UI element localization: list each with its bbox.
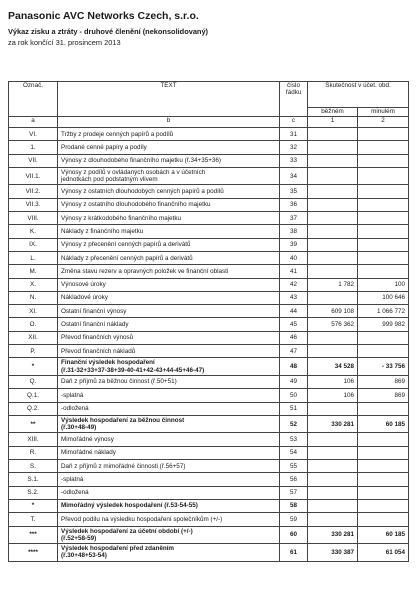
- value-previous: [358, 402, 409, 415]
- row-text: Náklady z přecenění cenných papírů a derivátů: [61, 254, 193, 262]
- row-text: Mimořádné náklady: [61, 449, 116, 457]
- row-text: Výnosy z přecenění cenných papírů a derivátů: [61, 241, 191, 249]
- row-text-cell: [58, 486, 280, 499]
- value-previous: [358, 185, 409, 198]
- row-text: Mimořádné výnosy: [61, 435, 114, 443]
- row-number: 51: [280, 402, 308, 415]
- row-number: 44: [280, 305, 308, 318]
- value-current: [308, 513, 358, 526]
- table-row: [9, 446, 409, 459]
- row-mark: *: [9, 358, 58, 376]
- row-text: Převod finančních výnosů: [61, 334, 134, 342]
- row-text-cell: [58, 544, 280, 562]
- row-text: Výnosy z dlouhodobého finančního majetku (ř.34+35+36): [61, 157, 221, 165]
- table-row: [9, 291, 409, 304]
- value-current: [308, 473, 358, 486]
- table-row: [9, 251, 409, 264]
- value-current: 576 362: [308, 318, 358, 331]
- row-text-cell: [58, 212, 280, 225]
- row-mark: ****: [9, 544, 58, 562]
- value-previous: [358, 473, 409, 486]
- row-mark: O.: [9, 318, 58, 331]
- row-text-cell: [58, 402, 280, 415]
- value-previous: [358, 486, 409, 499]
- row-mark: XI.: [9, 305, 58, 318]
- row-text: Prodané cenné papíry a podíly: [61, 143, 147, 151]
- value-current: [308, 154, 358, 167]
- row-text-cell: [58, 278, 280, 291]
- row-mark: VII.: [9, 154, 58, 167]
- table-row: [9, 460, 409, 473]
- row-text: -splatná: [61, 475, 84, 483]
- table-row: [9, 513, 409, 526]
- row-number: 41: [280, 265, 308, 278]
- row-text: Mimořádný výsledek hospodaření (ř.53-54-55): [61, 502, 198, 510]
- row-text: Převod podílu na výsledku hospodaření společníkům (+/-): [61, 515, 223, 523]
- row-text: Převod finančních nákladů: [61, 347, 136, 355]
- value-current: 34 528: [308, 358, 358, 376]
- row-text: Výnosy z krátkodobého finančního majetku: [61, 214, 182, 222]
- letter-1: 1: [308, 117, 358, 128]
- row-text: Výnosové úroky: [61, 281, 106, 289]
- value-previous: - 33 756: [358, 358, 409, 376]
- table-row: [9, 358, 409, 376]
- row-mark: VII.1.: [9, 167, 58, 185]
- row-number: 38: [280, 225, 308, 238]
- row-text-line2: (ř.30+48-49): [61, 424, 97, 432]
- row-text-cell: [58, 238, 280, 251]
- table-row: [9, 473, 409, 486]
- row-number: 57: [280, 486, 308, 499]
- row-mark: S.2.: [9, 486, 58, 499]
- table-row: [9, 167, 409, 185]
- value-previous: [358, 225, 409, 238]
- row-mark: ***: [9, 526, 58, 544]
- row-number: 53: [280, 433, 308, 446]
- header-actual: Skutečnost v účet. obd.: [308, 82, 409, 108]
- row-text: -odložená: [61, 405, 89, 413]
- value-previous: 869: [358, 389, 409, 402]
- value-current: [308, 331, 358, 344]
- statement-title: Výkaz zisku a ztráty - druhové členění (nekonsolidovaný): [8, 27, 209, 36]
- table-row: [9, 486, 409, 499]
- row-number: 61: [280, 544, 308, 562]
- row-mark: M.: [9, 265, 58, 278]
- row-number: 32: [280, 141, 308, 154]
- row-text-cell: [58, 375, 280, 388]
- row-text: Finanční výsledek hospodaření: [61, 359, 155, 367]
- row-mark: VII.3.: [9, 198, 58, 211]
- row-text-cell: [58, 433, 280, 446]
- value-current: [308, 225, 358, 238]
- row-text: Výnosy z ostatního dlouhodobého finančního majetku: [61, 201, 211, 209]
- row-text-cell: [58, 331, 280, 344]
- row-mark: VIII.: [9, 212, 58, 225]
- table-row: [9, 225, 409, 238]
- row-text-cell: [58, 128, 280, 141]
- value-current: [308, 460, 358, 473]
- value-current: [308, 167, 358, 185]
- table-row: [9, 305, 409, 318]
- header-text: TEXT: [58, 82, 280, 117]
- value-current: [308, 291, 358, 304]
- value-current: 106: [308, 375, 358, 388]
- row-number: 46: [280, 331, 308, 344]
- letter-c: c: [280, 117, 308, 128]
- row-text-cell: [58, 185, 280, 198]
- row-text: -splatná: [61, 391, 84, 399]
- value-current: 106: [308, 389, 358, 402]
- row-text: Výsledek hospodaření za účetní období (+/-): [61, 527, 193, 535]
- value-current: 330 281: [308, 526, 358, 544]
- row-number: 37: [280, 212, 308, 225]
- row-number: 34: [280, 167, 308, 185]
- row-mark: S.: [9, 460, 58, 473]
- value-previous: 100: [358, 278, 409, 291]
- table-row: [9, 415, 409, 433]
- value-current: [308, 402, 358, 415]
- row-number: 58: [280, 499, 308, 512]
- row-number: 31: [280, 128, 308, 141]
- row-text-cell: [58, 265, 280, 278]
- row-number: 49: [280, 375, 308, 388]
- value-previous: [358, 128, 409, 141]
- row-text-cell: [58, 251, 280, 264]
- table-row: [9, 185, 409, 198]
- row-text: Ostatní finanční náklady: [61, 321, 129, 328]
- row-number: 45: [280, 318, 308, 331]
- row-text: Nákladové úroky: [61, 294, 108, 302]
- row-text-cell: [58, 198, 280, 211]
- table-row: [9, 499, 409, 512]
- header-previous: minulém: [358, 108, 409, 117]
- row-text-cell: [58, 167, 280, 185]
- value-previous: [358, 198, 409, 211]
- row-number: 47: [280, 345, 308, 358]
- row-text: Náklady z finančního majetku: [61, 227, 144, 235]
- company-name: Panasonic AVC Networks Czech, s.r.o.: [8, 10, 199, 22]
- row-number: 60: [280, 526, 308, 544]
- row-text-line2: jednotkách pod podstatným vlivem: [61, 176, 158, 184]
- table-row: [9, 544, 409, 562]
- letter-2: 2: [358, 117, 409, 128]
- row-mark: 1.: [9, 141, 58, 154]
- table-letter-row: [9, 117, 409, 128]
- row-mark: L.: [9, 251, 58, 264]
- income-statement-table: [8, 81, 409, 562]
- row-text-cell: [58, 499, 280, 512]
- value-previous: [358, 446, 409, 459]
- row-text: Výsledek hospodaření před zdaněním: [61, 545, 175, 553]
- value-previous: 100 646: [358, 291, 409, 304]
- letter-b: b: [58, 117, 280, 128]
- value-previous: 1 066 772: [358, 305, 409, 318]
- letter-a: a: [9, 117, 58, 128]
- value-current: [308, 265, 358, 278]
- value-current: 330 281: [308, 415, 358, 433]
- value-previous: [358, 141, 409, 154]
- row-text-cell: [58, 460, 280, 473]
- row-text: Výnosy z podílů v ovládaných osobách a v účetních: [61, 168, 206, 176]
- value-previous: [358, 251, 409, 264]
- table-row: [9, 141, 409, 154]
- row-number: 43: [280, 291, 308, 304]
- row-mark: XII.: [9, 331, 58, 344]
- table-row: [9, 345, 409, 358]
- value-previous: [358, 499, 409, 512]
- row-text-cell: [58, 446, 280, 459]
- row-text-line2: (ř.52+58-59): [61, 534, 97, 542]
- row-mark: Q.1.: [9, 389, 58, 402]
- row-text: Výsledek hospodaření za běžnou činnost: [61, 416, 185, 424]
- value-current: [308, 499, 358, 512]
- value-current: 609 108: [308, 305, 358, 318]
- row-text-cell: [58, 526, 280, 544]
- row-text-line2: (ř.30+48+53-54): [61, 552, 107, 560]
- row-mark: XIII.: [9, 433, 58, 446]
- value-current: [308, 486, 358, 499]
- row-text-cell: [58, 358, 280, 376]
- value-previous: [358, 345, 409, 358]
- row-mark: S.1.: [9, 473, 58, 486]
- row-text-cell: [58, 154, 280, 167]
- row-mark: Q.: [9, 375, 58, 388]
- table-row: [9, 331, 409, 344]
- value-current: [308, 251, 358, 264]
- header-current: běžném: [308, 108, 358, 117]
- row-text-cell: [58, 415, 280, 433]
- row-mark: X.: [9, 278, 58, 291]
- value-previous: [358, 212, 409, 225]
- value-previous: 61 054: [358, 544, 409, 562]
- value-previous: [358, 238, 409, 251]
- value-previous: [358, 460, 409, 473]
- table-row: [9, 433, 409, 446]
- row-text-cell: [58, 345, 280, 358]
- table-row: [9, 128, 409, 141]
- row-text: Změna stavu rezerv a opravných položek ve finanční oblasti: [61, 267, 229, 275]
- value-previous: 60 185: [358, 415, 409, 433]
- value-previous: 60 185: [358, 526, 409, 544]
- table-row: [9, 212, 409, 225]
- value-current: [308, 345, 358, 358]
- value-current: [308, 212, 358, 225]
- row-number: 55: [280, 460, 308, 473]
- row-text-cell: [58, 473, 280, 486]
- row-number: 59: [280, 513, 308, 526]
- table-row: [9, 318, 409, 331]
- row-mark: VII.2.: [9, 185, 58, 198]
- row-number: 35: [280, 185, 308, 198]
- row-text: Daň z příjmů za běžnou činnost (ř.50+51): [61, 378, 177, 386]
- row-number: 40: [280, 251, 308, 264]
- value-previous: 999 982: [358, 318, 409, 331]
- value-current: 1 782: [308, 278, 358, 291]
- row-text-cell: [58, 305, 280, 318]
- row-number: 36: [280, 198, 308, 211]
- row-text-cell: [58, 225, 280, 238]
- table-row: [9, 389, 409, 402]
- value-current: [308, 198, 358, 211]
- row-mark: **: [9, 415, 58, 433]
- row-number: 56: [280, 473, 308, 486]
- row-mark: *: [9, 499, 58, 512]
- table-row: [9, 154, 409, 167]
- value-current: 330 387: [308, 544, 358, 562]
- table-row: [9, 402, 409, 415]
- value-current: [308, 433, 358, 446]
- row-text: Daň z příjmů z mimořádné činnosti (ř.56+57): [61, 462, 186, 470]
- row-number: 48: [280, 358, 308, 376]
- row-number: 54: [280, 446, 308, 459]
- value-current: [308, 446, 358, 459]
- table-row: [9, 278, 409, 291]
- row-text-cell: [58, 389, 280, 402]
- row-mark: T.: [9, 513, 58, 526]
- row-number: 52: [280, 415, 308, 433]
- value-current: [308, 128, 358, 141]
- row-text-cell: [58, 141, 280, 154]
- value-current: [308, 238, 358, 251]
- row-text-cell: [58, 318, 280, 331]
- value-previous: [358, 154, 409, 167]
- row-text-line2: (ř.31-32+33+37-38+39-40-41+42-43+44-45+46-47): [61, 366, 205, 374]
- table-header-row: [9, 82, 409, 108]
- value-previous: [358, 513, 409, 526]
- table-row: [9, 526, 409, 544]
- table-row: [9, 375, 409, 388]
- value-previous: 869: [358, 375, 409, 388]
- table-row: [9, 198, 409, 211]
- row-number: 50: [280, 389, 308, 402]
- row-text: Výnosy z ostatních dlouhodobých cenných papírů a podílů: [61, 188, 224, 196]
- row-mark: R.: [9, 446, 58, 459]
- row-number: 39: [280, 238, 308, 251]
- row-text: Tržby z prodeje cenných papírů a podílů: [61, 130, 174, 138]
- table-row: [9, 265, 409, 278]
- header-row-number: číslo řádku: [280, 82, 308, 117]
- row-mark: Q.2.: [9, 402, 58, 415]
- row-text: -odložená: [61, 489, 89, 497]
- row-text-cell: [58, 513, 280, 526]
- row-number: 42: [280, 278, 308, 291]
- row-text: Ostatní finanční výnosy: [61, 307, 127, 315]
- header-mark: Označ.: [9, 82, 58, 117]
- value-current: [308, 141, 358, 154]
- row-mark: N.: [9, 291, 58, 304]
- row-mark: P.: [9, 345, 58, 358]
- value-previous: [358, 331, 409, 344]
- statement-period: za rok končící 31. prosincem 2013: [8, 38, 121, 47]
- row-text-cell: [58, 291, 280, 304]
- row-mark: K.: [9, 225, 58, 238]
- value-previous: [358, 167, 409, 185]
- value-previous: [358, 265, 409, 278]
- value-current: [308, 185, 358, 198]
- row-mark: IX.: [9, 238, 58, 251]
- row-mark: VI.: [9, 128, 58, 141]
- row-number: 33: [280, 154, 308, 167]
- table-row: [9, 238, 409, 251]
- value-previous: [358, 433, 409, 446]
